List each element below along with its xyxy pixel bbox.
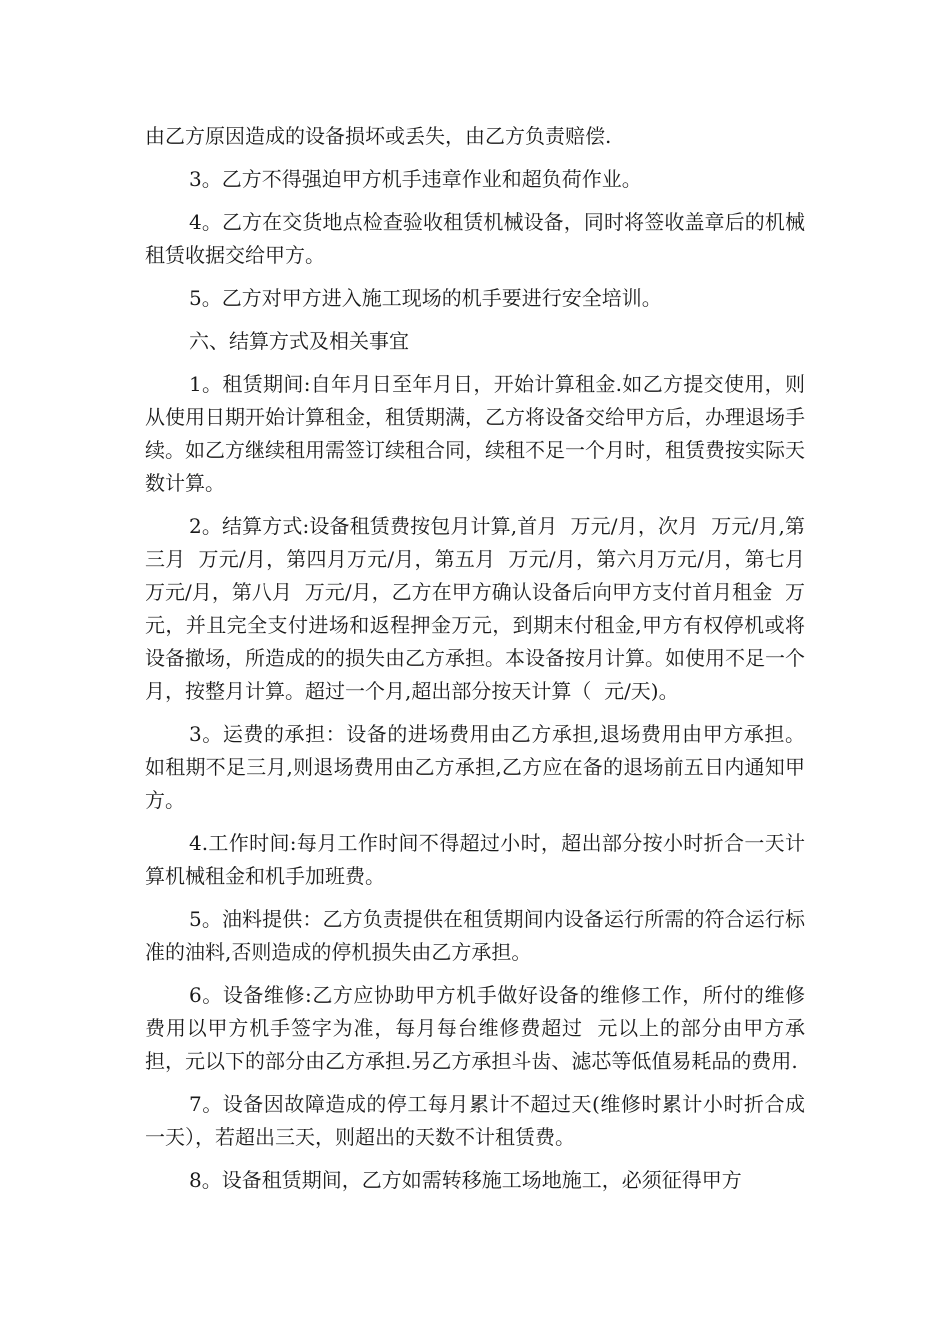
section-heading-settlement: 六、结算方式及相关事宜 bbox=[189, 329, 409, 353]
paragraph-clause-5: 5。乙方对甲方进入施工现场的机手要进行安全培训。 bbox=[189, 286, 662, 310]
paragraph-fuel-supply: 5。油料提供：乙方负责提供在租赁期间内设备运行所需的符合运行标准的油料,否则造成的停机损失由乙方承担。 bbox=[145, 907, 805, 964]
paragraph-downtime: 7。设备因故障造成的停工每月累计不超过天(维修时累计小时折合成一天），若超出三天，则超出的天数不计租赁费。 bbox=[145, 1092, 805, 1149]
paragraph-working-hours: 4.工作时间:每月工作时间不得超过小时，超出部分按小时折合一天计算机械租金和机手加班费。 bbox=[145, 831, 805, 888]
paragraph-freight: 3。运费的承担：设备的进场费用由乙方承担,退场费用由甲方承担。如租期不足三月,则退场费用由乙方承担,乙方应在备的退场前五日内通知甲方。 bbox=[145, 722, 805, 812]
paragraph-maintenance: 6。设备维修:乙方应协助甲方机手做好设备的维修工作，所付的维修费用以甲方机手签字为准，每月每台维修费超过 元以上的部分由甲方承担，元以下的部分由乙方承担.另乙方承担斗齿、滤芯等低值易耗品的费用. bbox=[145, 983, 805, 1073]
paragraph-clause-4: 4。乙方在交货地点检查验收租赁机械设备，同时将签收盖章后的机械租赁收据交给甲方。 bbox=[145, 210, 805, 267]
paragraph-continuation: 由乙方原因造成的设备损坏或丢失，由乙方负责赔偿. bbox=[145, 124, 612, 148]
paragraph-settlement-method: 2。结算方式:设备租赁费按包月计算,首月 万元/月，次月 万元/月,第三月 万元/月，第四月万元/月，第五月 万元/月，第六月万元/月，第七月 万元/月，第八月 万元/月，乙方在甲方确认设备后向甲方支付首月租金 万元，并且完全支付进场和返程押金万元，到期末付租金,甲方有权停机或将设备撤场，所造成的的损失由乙方承担。本设备按月计算。如使用不足一个月，按整月计算。超过一个月,超出部分按天计算（ 元/天)。 bbox=[145, 514, 882, 703]
paragraph-lease-period: 1。租赁期间:自年月日至年月日，开始计算租金.如乙方提交使用，则从使用日期开始计算租金，租赁期满，乙方将设备交给甲方后，办理退场手续。如乙方继续租用需签订续租合同，续租不足一个月时，租赁费按实际天数计算。 bbox=[145, 372, 805, 495]
paragraph-clause-3: 3。乙方不得强迫甲方机手违章作业和超负荷作业。 bbox=[189, 167, 642, 191]
document-body bbox=[145, 120, 882, 1207]
paragraph-relocation: 8。设备租赁期间，乙方如需转移施工场地施工，必须征得甲方 bbox=[189, 1168, 742, 1192]
